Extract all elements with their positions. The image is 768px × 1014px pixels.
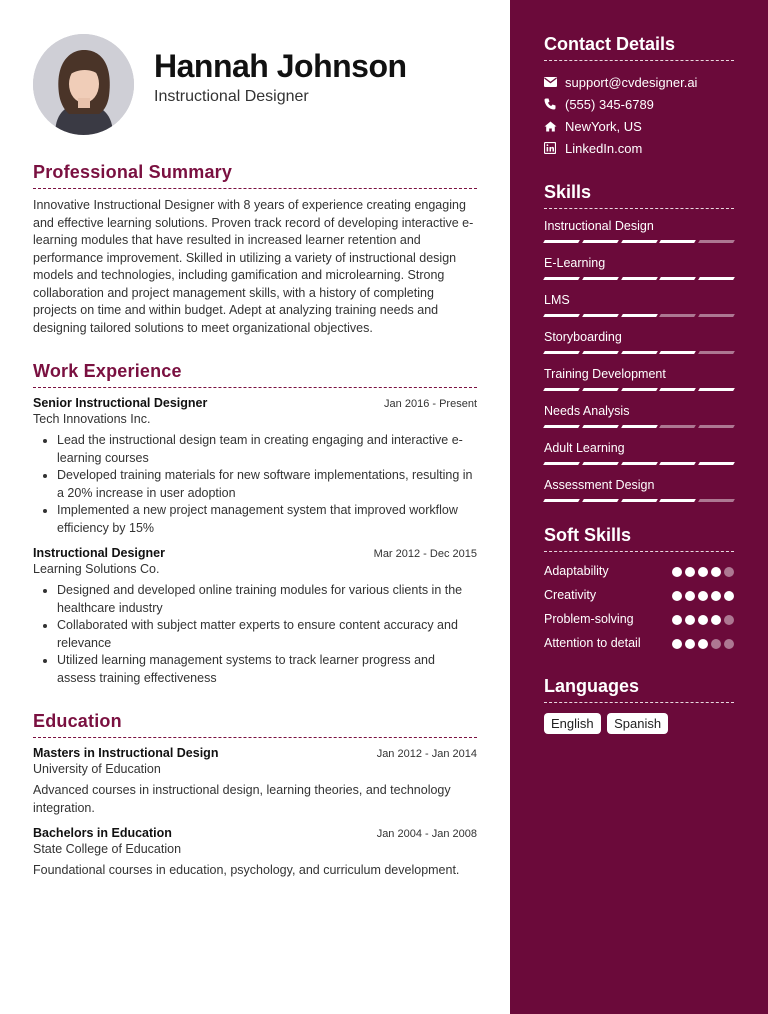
skill-level-segment [621,351,658,354]
rating-dot [724,567,734,577]
contact-section [544,34,734,159]
section-title-skills: Skills [544,182,592,202]
skill-level-segment [582,277,619,280]
section-title-education: Education [33,711,122,731]
skill-level-segment [582,388,619,391]
skill-level-segment [543,277,580,280]
section-title-soft-skills: Soft Skills [544,525,632,545]
list-item: • Implemented a new project management system that improved workflow efficiency by 15% [57,502,477,537]
contact-email[interactable] [544,71,734,93]
languages-section [544,676,734,734]
soft-skill-item [544,587,734,604]
section-title-work: Work Experience [33,361,182,381]
job-bullets [57,432,477,537]
phone-icon [544,98,565,110]
job-date: Jan 2016 - Present [384,398,477,410]
soft-skill-name: Creativity [544,588,597,602]
soft-skill-rating [672,587,734,601]
soft-skill-name: Attention to detail [544,636,641,650]
job-entry [33,546,477,687]
skill-level-segment [543,462,580,465]
rating-dot [685,567,695,577]
rating-dot [672,591,682,601]
skill-level-segment [621,240,658,243]
skill-item [544,293,734,317]
skill-level-segment [543,240,580,243]
skill-level-segment [543,499,580,502]
soft-skill-rating [672,563,734,577]
skill-level-bar [544,388,734,391]
section-title-summary: Professional Summary [33,162,233,182]
skill-level-segment [660,388,697,391]
skill-level-segment [698,462,735,465]
skill-level-bar [544,425,734,428]
skill-level-segment [582,425,619,428]
skill-name: LMS [544,293,570,307]
person-photo-icon [33,34,134,135]
skill-item [544,219,734,243]
section-divider [33,188,477,189]
skill-level-segment [698,499,735,502]
skill-level-segment [543,425,580,428]
education-date: Jan 2004 - Jan 2008 [376,828,477,840]
skill-level-segment [582,314,619,317]
skill-name: Storyboarding [544,330,622,344]
school-name: State College of Education [33,842,182,856]
soft-skill-name: Adaptability [544,564,609,578]
skill-level-segment [543,314,580,317]
education-entry [33,826,477,880]
skill-level-bar [544,314,734,317]
education-entry [33,746,477,817]
summary-text: Innovative Instructional Designer with 8 years of experience creating engaging and effective learning solutions. Proven track record of developing interactive e-learning modules that have resulted in increased learner retention and performance improvement. Skilled in utilizing a variety of instructional design models and technologies, including gamification and microlearning. Strong collaboration and project management skills, with a history of completing projects on time and within budget. Adept at analyzing training needs and designing tailored solutions to meet organizational objectives. [33,198,474,335]
home-icon [544,121,565,132]
skill-level-segment [660,425,697,428]
skill-level-segment [543,351,580,354]
rating-dot [672,615,682,625]
section-divider [544,702,734,703]
rating-dot [724,639,734,649]
work-section [33,361,477,687]
location-text: NewYork, US [565,118,642,134]
list-item: • Lead the instructional design team in creating engaging and interactive e-learning courses [57,432,477,467]
soft-skills-section [544,525,734,652]
skill-level-segment [621,388,658,391]
list-item: • Developed training materials for new software implementations, resulting in a 20% increase in user adoption [57,467,477,502]
rating-dot [698,567,708,577]
job-title: Instructional Designer [33,546,165,560]
skill-name: Assessment Design [544,478,655,492]
education-section [33,711,477,880]
sidebar [510,0,768,1014]
section-divider [544,60,734,61]
job-company: Tech Innovations Inc. [33,412,151,426]
skill-name: Training Development [544,367,666,381]
list-item: • Collaborated with subject matter experts to ensure content accuracy and relevance [57,617,477,652]
degree-title: Masters in Instructional Design [33,746,219,760]
language-chips [544,713,734,734]
skill-level-segment [698,314,735,317]
skill-level-segment [621,314,658,317]
contact-location [544,115,734,137]
skill-level-bar [544,240,734,243]
education-description: Advanced courses in instructional design, learning theories, and technology integration. [33,783,451,815]
list-item: • Utilized learning management systems to track learner progress and assess training effectiveness [57,652,477,687]
skill-name: Needs Analysis [544,404,630,418]
soft-skill-item [544,563,734,580]
skill-name: Adult Learning [544,441,625,455]
language-chip: English [544,713,601,734]
job-title: Senior Instructional Designer [33,396,208,410]
rating-dot [685,615,695,625]
skill-level-segment [660,277,697,280]
candidate-role: Instructional Designer [154,88,309,105]
skill-level-segment [660,462,697,465]
summary-section [33,162,477,337]
job-date: Mar 2012 - Dec 2015 [373,548,477,560]
rating-dot [724,615,734,625]
skill-name: E-Learning [544,256,606,270]
skill-level-segment [660,314,697,317]
avatar [33,34,134,135]
rating-dot [698,639,708,649]
rating-dot [698,591,708,601]
resume-header [33,0,477,150]
rating-dot [685,639,695,649]
rating-dot [724,591,734,601]
rating-dot [711,591,721,601]
skill-level-segment [582,240,619,243]
skills-section [544,182,734,502]
rating-dot [698,615,708,625]
envelope-icon [544,77,565,87]
education-description: Foundational courses in education, psychology, and curriculum development. [33,863,460,877]
phone-text: (555) 345-6789 [565,96,654,112]
skill-level-bar [544,277,734,280]
contact-phone[interactable] [544,93,734,115]
skill-level-segment [698,351,735,354]
email-text: support@cvdesigner.ai [565,74,698,90]
section-divider [544,551,734,552]
rating-dot [672,639,682,649]
skill-level-segment [698,277,735,280]
soft-skill-item [544,611,734,628]
degree-title: Bachelors in Education [33,826,172,840]
skill-item [544,441,734,465]
soft-skill-item [544,635,734,652]
skills-list [544,219,734,502]
rating-dot [685,591,695,601]
rating-dot [711,615,721,625]
rating-dot [711,639,721,649]
skill-level-segment [621,277,658,280]
skill-level-bar [544,462,734,465]
linkedin-icon [544,142,565,154]
skill-level-segment [582,462,619,465]
job-entry [33,396,477,537]
section-divider [33,387,477,388]
skill-level-segment [582,351,619,354]
language-chip: Spanish [607,713,668,734]
linkedin-text: LinkedIn.com [565,140,643,156]
skill-item [544,330,734,354]
list-item: • Designed and developed online training modules for various clients in the healthcare industry [57,582,477,617]
skill-item [544,367,734,391]
skill-item [544,256,734,280]
section-divider [544,208,734,209]
skill-name: Instructional Design [544,219,654,233]
section-title-contact: Contact Details [544,34,676,54]
skill-level-segment [660,499,697,502]
skill-level-segment [698,240,735,243]
skill-level-segment [621,425,658,428]
skill-level-segment [660,351,697,354]
school-name: University of Education [33,762,161,776]
skill-level-segment [543,388,580,391]
skill-level-segment [621,499,658,502]
candidate-name: Hannah Johnson [154,48,407,84]
job-company: Learning Solutions Co. [33,562,160,576]
skill-item [544,478,734,502]
skill-level-bar [544,351,734,354]
rating-dot [711,567,721,577]
education-date: Jan 2012 - Jan 2014 [376,748,477,760]
rating-dot [672,567,682,577]
section-divider [33,737,477,738]
skill-level-segment [621,462,658,465]
skill-level-segment [698,388,735,391]
skill-level-segment [582,499,619,502]
contact-linkedin[interactable] [544,137,734,159]
soft-skill-rating [672,635,734,649]
job-bullets [57,582,477,687]
skill-item [544,404,734,428]
soft-skill-name: Problem-solving [544,612,634,626]
soft-skills-list [544,563,734,652]
skill-level-segment [660,240,697,243]
skill-level-bar [544,499,734,502]
section-title-languages: Languages [544,676,640,696]
skill-level-segment [698,425,735,428]
soft-skill-rating [672,611,734,625]
